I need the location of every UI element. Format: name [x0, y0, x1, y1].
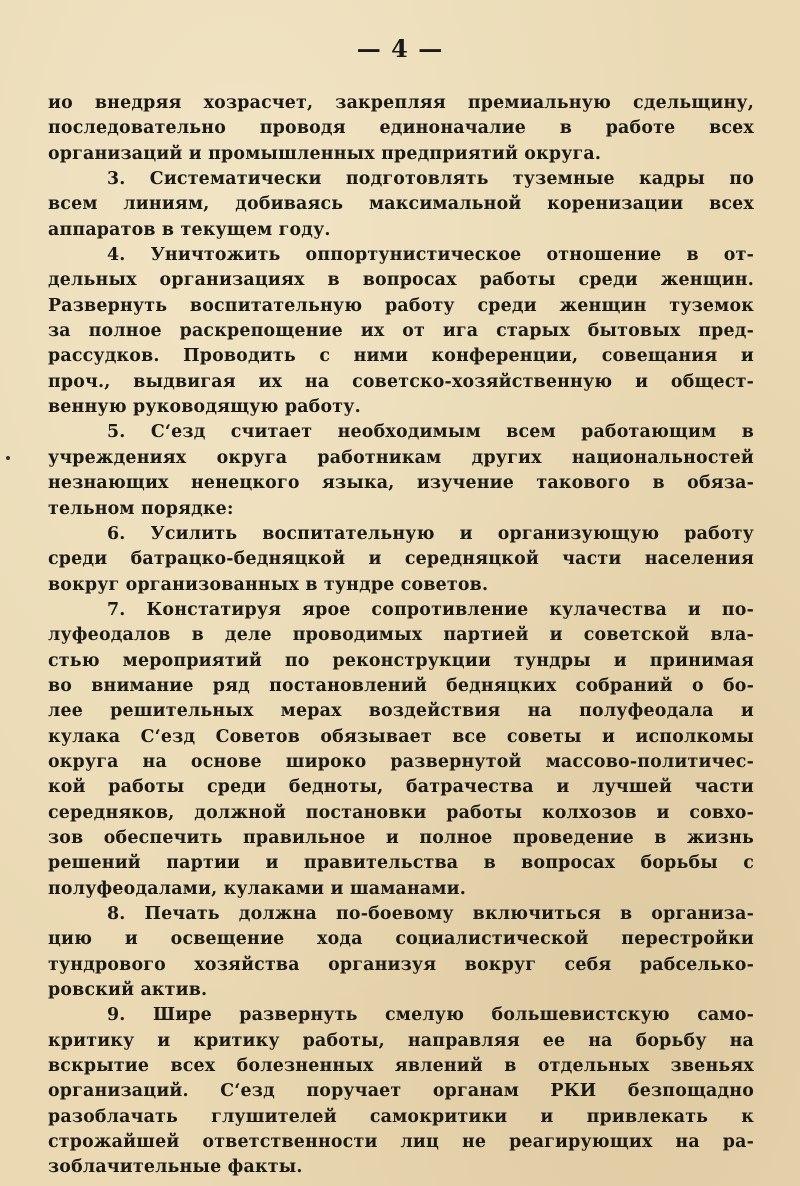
text-line: зоблачительные факты.	[48, 1157, 303, 1178]
text-line: последовательно проводя единоначалие в работе всех	[48, 118, 754, 139]
text-line: Развернуть воспитательную работу среди женщин туземок	[48, 295, 754, 316]
margin-mark	[6, 456, 10, 460]
text-line: 6. Усилить воспитательную и организующую работу	[107, 523, 754, 544]
text-line: рассудков. Проводить с ними конференции, совещания и	[48, 346, 754, 367]
text-line: 5. С‘езд считает необходимым всем работающим в	[107, 422, 754, 443]
text-line: 7. Констатируя ярое сопротивление кулачества и по-	[107, 599, 754, 620]
page-number: — 4 —	[356, 34, 444, 63]
text-line: кулака С‘езд Советов обязывает все советы и исполкомы	[48, 726, 754, 747]
text-line: лее решительных мерах воздействия на полуфеодала и	[48, 701, 754, 722]
text-line: критику и критику работы, направляя ее на борьбу на	[48, 1030, 754, 1051]
text-line: округа на основе широко развернутой массово-политичес-	[48, 751, 754, 772]
text-line: полуфеодалами, кулаками и шаманами.	[48, 878, 467, 899]
text-line: ио внедряя хозрасчет, закрепляя премиальную сдельщину,	[48, 93, 754, 113]
text-line: цию и освещение хода социалистической перестройки	[48, 929, 754, 950]
text-line: организаций. С‘езд поручает органам РКИ безпощадно	[48, 1081, 754, 1102]
text-line: вокруг организованных в тундре советов.	[48, 574, 489, 595]
text-line: строжайшей ответственности лиц не реагирующих на ра-	[48, 1132, 754, 1153]
text-line: дельных организациях в вопросах работы среди женщин.	[48, 270, 754, 291]
text-body	[48, 91, 754, 1181]
text-line: тундрового хозяйства организуя вокруг себя рабселько-	[48, 954, 754, 975]
text-line: кой работы среди бедноты, батрачества и лучшей части	[48, 777, 754, 798]
text-line: во внимание ряд постановлений бедняцких собраний о бо-	[48, 675, 754, 696]
text-line: луфеодалов в деле проводимых партией и советской вла-	[48, 625, 754, 646]
text-line: проч., выдвигая их на советско-хозяйственную и общест-	[48, 371, 754, 392]
text-line: венную руководящую работу.	[48, 397, 361, 418]
text-line: 4. Уничтожить оппортунистическое отношение в от-	[107, 245, 754, 266]
text-line: зов обеспечить правильное и полное проведение в жизнь	[48, 827, 754, 848]
text-line: учреждениях округа работникам других национальностей	[48, 447, 754, 468]
text-line: середняков, должной постановки работы колхозов и совхо-	[48, 802, 754, 823]
text-line: 8. Печать должна по-боевому включиться в организа-	[107, 904, 754, 924]
text-line: стью мероприятий по реконструкции тундры и принимая	[48, 650, 754, 671]
text-line: среди батрацко-бедняцкой и середняцкой части населения	[48, 549, 754, 570]
text-line: 3. Систематически подготовлять туземные кадры по	[107, 169, 754, 190]
text-line: тельном порядке:	[48, 498, 234, 519]
text-line: аппаратов в текущем году.	[48, 219, 331, 240]
text-line: всем линиям, добиваясь максимальной коренизации всех	[48, 194, 754, 215]
text-line: незнающих ненецкого языка, изучение такового в обяза-	[48, 473, 754, 494]
text-line: организаций и промышленных предприятий округа.	[48, 143, 602, 164]
text-line: 9. Шире развернуть смелую большевистскую само-	[107, 1005, 754, 1026]
text-line: за полное раскрепощение их от ига старых бытовых пред-	[48, 321, 754, 342]
text-line: ровский актив.	[48, 980, 208, 1001]
text-line: решений партии и правительства в вопросах борьбы с	[48, 853, 754, 874]
text-line: разоблачать глушителей самокритики и привлекать к	[48, 1106, 754, 1127]
text-line: вскрытие всех болезненных явлений в отдельных звеньях	[48, 1056, 754, 1077]
